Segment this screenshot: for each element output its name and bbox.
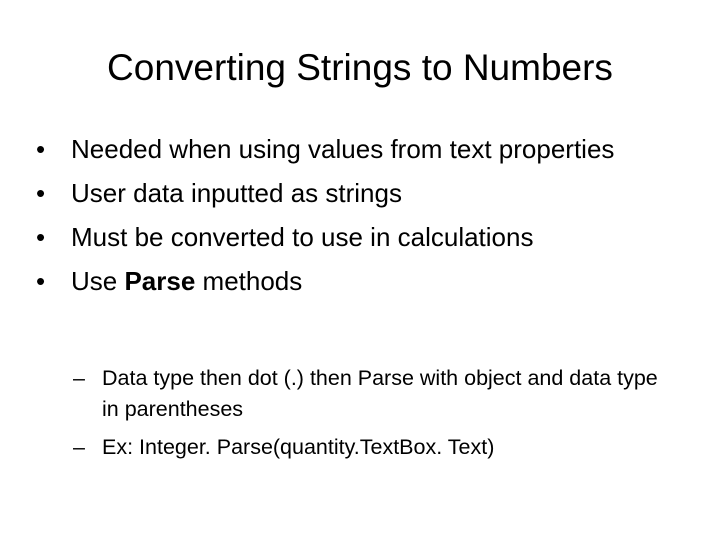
- bullet-text: User data inputted as strings: [71, 178, 402, 208]
- bullet-item: [36, 220, 686, 255]
- dash-marker: –: [73, 435, 85, 459]
- bullet-text-bold: Parse: [124, 266, 196, 296]
- dash-marker: –: [73, 366, 85, 390]
- bullet-marker: •: [36, 222, 46, 252]
- bullet-text-pre: Use: [71, 266, 125, 296]
- sub-bullet-item: [73, 432, 673, 463]
- bullet-marker: •: [36, 134, 46, 164]
- bullet-marker: •: [36, 266, 46, 296]
- bullet-item: [36, 176, 686, 211]
- bullet-item: [36, 264, 686, 299]
- bullet-item: [36, 132, 686, 167]
- bullet-text: Must be converted to use in calculations: [71, 222, 534, 252]
- bullet-text-post: methods: [195, 266, 303, 296]
- slide-title: Converting Strings to Numbers: [107, 47, 613, 88]
- sub-bullet-container: [73, 353, 673, 470]
- sub-bullet-text: Ex: Integer. Parse(quantity.TextBox. Text): [102, 435, 495, 459]
- bullet-list: [36, 132, 686, 308]
- bullet-marker: •: [36, 178, 46, 208]
- bullet-text: Needed when using values from text properties: [71, 134, 615, 164]
- sub-bullet-item: [73, 363, 673, 425]
- sub-bullet-text: Data type then dot (.) then Parse with object and data type in parentheses: [102, 366, 658, 421]
- sub-bullet-list: [73, 363, 673, 463]
